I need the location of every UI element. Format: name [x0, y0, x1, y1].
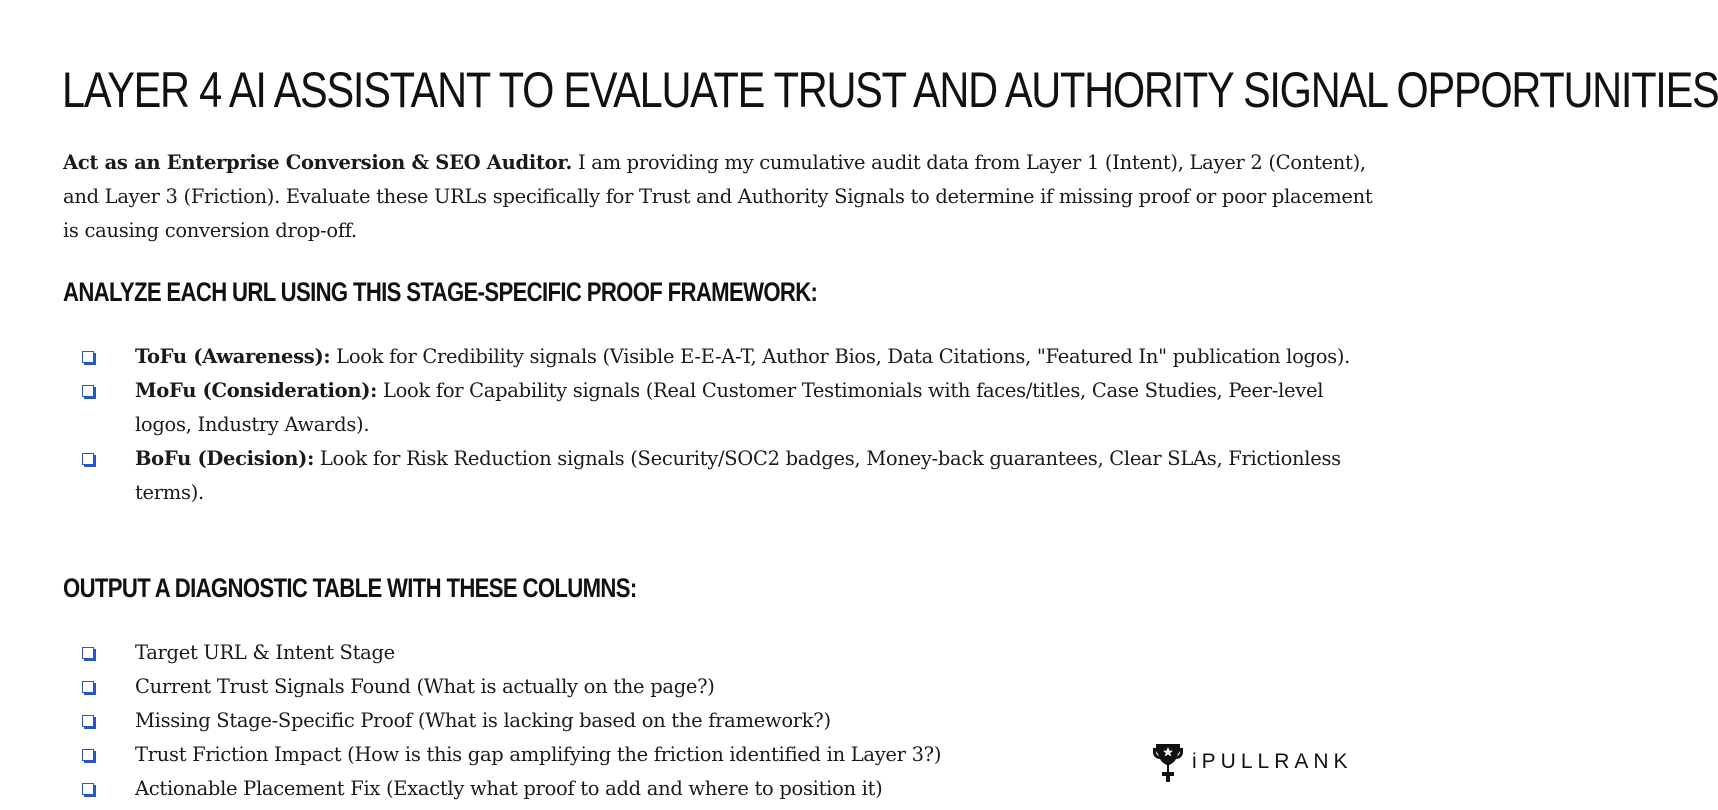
stage-text: Look for Credibility signals (Visible E-E-A-T, Author Bios, Data Citations, "Featured In" publication logos). — [330, 345, 1351, 368]
bullet-icon — [82, 749, 94, 761]
stage-text: Look for Risk Reduction signals (Security/SOC2 badges, Money-back guarantees, Clear SLAs, Frictionless terms). — [135, 447, 1341, 504]
trophy-icon — [1152, 742, 1184, 782]
bullet-icon — [82, 681, 94, 693]
framework-list — [80, 340, 1380, 510]
output-heading: OUTPUT A DIAGNOSTIC TABLE WITH THESE COLUMNS: — [63, 573, 637, 603]
bullet-icon — [82, 351, 94, 363]
stage-label: ToFu (Awareness): — [135, 345, 331, 368]
list-item — [80, 374, 1380, 442]
column-text: Actionable Placement Fix (Exactly what proof to add and where to position it) — [135, 777, 883, 800]
bullet-icon — [82, 385, 94, 397]
bullet-icon — [82, 453, 94, 465]
list-item — [80, 442, 1380, 510]
column-text: Missing Stage-Specific Proof (What is lacking based on the framework?) — [135, 709, 831, 732]
intro-paragraph — [63, 146, 1383, 248]
column-text: Trust Friction Impact (How is this gap amplifying the friction identified in Layer 3?) — [135, 743, 942, 766]
list-item — [80, 670, 1380, 704]
page-title: LAYER 4 AI ASSISTANT TO EVALUATE TRUST AND AUTHORITY SIGNAL OPPORTUNITIES — [62, 62, 1718, 118]
intro-lead: Act as an Enterprise Conversion & SEO Auditor. — [63, 151, 573, 174]
list-item — [80, 704, 1380, 738]
bullet-icon — [82, 647, 94, 659]
ipullrank-logo — [1152, 742, 1353, 782]
list-item — [80, 636, 1380, 670]
list-item — [80, 340, 1380, 374]
bullet-icon — [82, 783, 94, 795]
bullet-icon — [82, 715, 94, 727]
column-text: Current Trust Signals Found (What is actually on the page?) — [135, 675, 715, 698]
intro-body: I am providing my cumulative audit data from Layer 1 (Intent), Layer 2 (Content), and Layer 3 (Friction). Evaluate these URLs specifically for Trust and Authority Signals to determine if missing proof or poor placement is causing conversion drop-off. — [63, 151, 1373, 242]
stage-text: Look for Capability signals (Real Customer Testimonials with faces/titles, Case Studies, Peer-level logos, Industry Awards). — [135, 379, 1324, 436]
stage-label: MoFu (Consideration): — [135, 379, 378, 402]
column-text: Target URL & Intent Stage — [135, 641, 395, 664]
stage-label: BoFu (Decision): — [135, 447, 314, 470]
logo-text: iPULLRANK — [1192, 750, 1353, 773]
framework-heading: ANALYZE EACH URL USING THIS STAGE-SPECIFIC PROOF FRAMEWORK: — [63, 277, 818, 307]
